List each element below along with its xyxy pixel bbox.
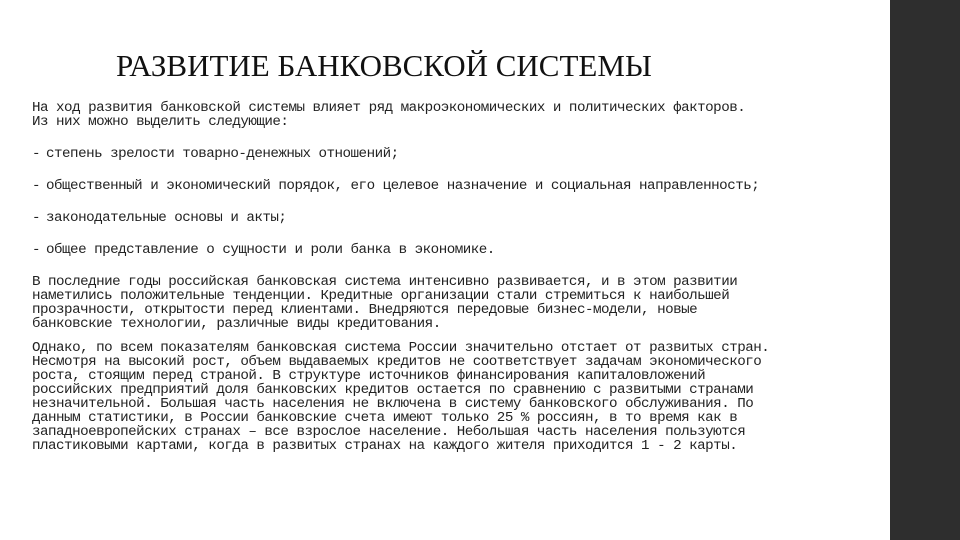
bullet-marker: - [32,146,41,162]
paragraph-line: прозрачности, открытости перед клиентами. Внедряются передовые бизнес-модели, новые [32,302,698,318]
paragraph-recent-trends [32,275,852,331]
paragraph-line: российских предприятий доля банковских кредитов остается по сравнению с развитыми странами [32,382,754,398]
bullet-marker: - [32,242,41,258]
intro-line: На ход развития банковской системы влияет ряд макроэкономических и политических факторов. [32,100,746,116]
paragraph-lagging [32,341,852,453]
list-item-text: степень зрелости товарно-денежных отношений; [46,146,399,162]
list-item-text: общее представление о сущности и роли банка в экономике. [46,242,495,258]
list-item-text: законодательные основы и акты; [46,210,287,226]
factor-list [32,147,852,257]
intro-paragraph [32,101,852,129]
paragraph-line: Несмотря на высокий рост, объем выдаваемых кредитов не соответствует задачам экономического [32,354,762,370]
paragraph-line: пластиковыми картами, когда в развитых странах на каждого жителя приходится 1 - 2 карты. [32,438,738,454]
paragraph-line: банковские технологии, различные виды кредитования. [32,316,441,332]
paragraph-line: незначительной. Большая часть населения не включена в систему банковского обслуживания. По [32,396,754,412]
list-item [32,243,852,257]
side-bar-decoration [890,0,960,540]
bullet-marker: - [32,178,41,194]
paragraph-line: западноевропейских странах – все взрослое население. Небольшая часть населения пользуются [32,424,746,440]
list-item-text: общественный и экономический порядок, его целевое назначение и социальная направленность; [46,178,760,194]
paragraph-line: Однако, по всем показателям банковская система России значительно отстает от развитых стран. [32,340,770,356]
paragraph-line: наметились положительные тенденции. Кредитные организации стали стремиться к наибольшей [32,288,730,304]
paragraph-line: данным статистики, в России банковские счета имеют только 25 % россиян, в то время как в [32,410,738,426]
paragraph-line: В последние годы российская банковская система интенсивно развивается, и в этом развитии [32,274,738,290]
paragraph-line: роста, стоящим перед страной. В структуре источников финансирования капиталовложений [32,368,706,384]
bullet-marker: - [32,210,41,226]
slide-body [32,101,852,453]
intro-line: Из них можно выделить следующие: [32,114,289,130]
list-item [32,211,852,225]
list-item [32,147,852,161]
slide-title: РАЗВИТИЕ БАНКОВСКОЙ СИСТЕМЫ [116,48,652,83]
list-item [32,179,852,193]
